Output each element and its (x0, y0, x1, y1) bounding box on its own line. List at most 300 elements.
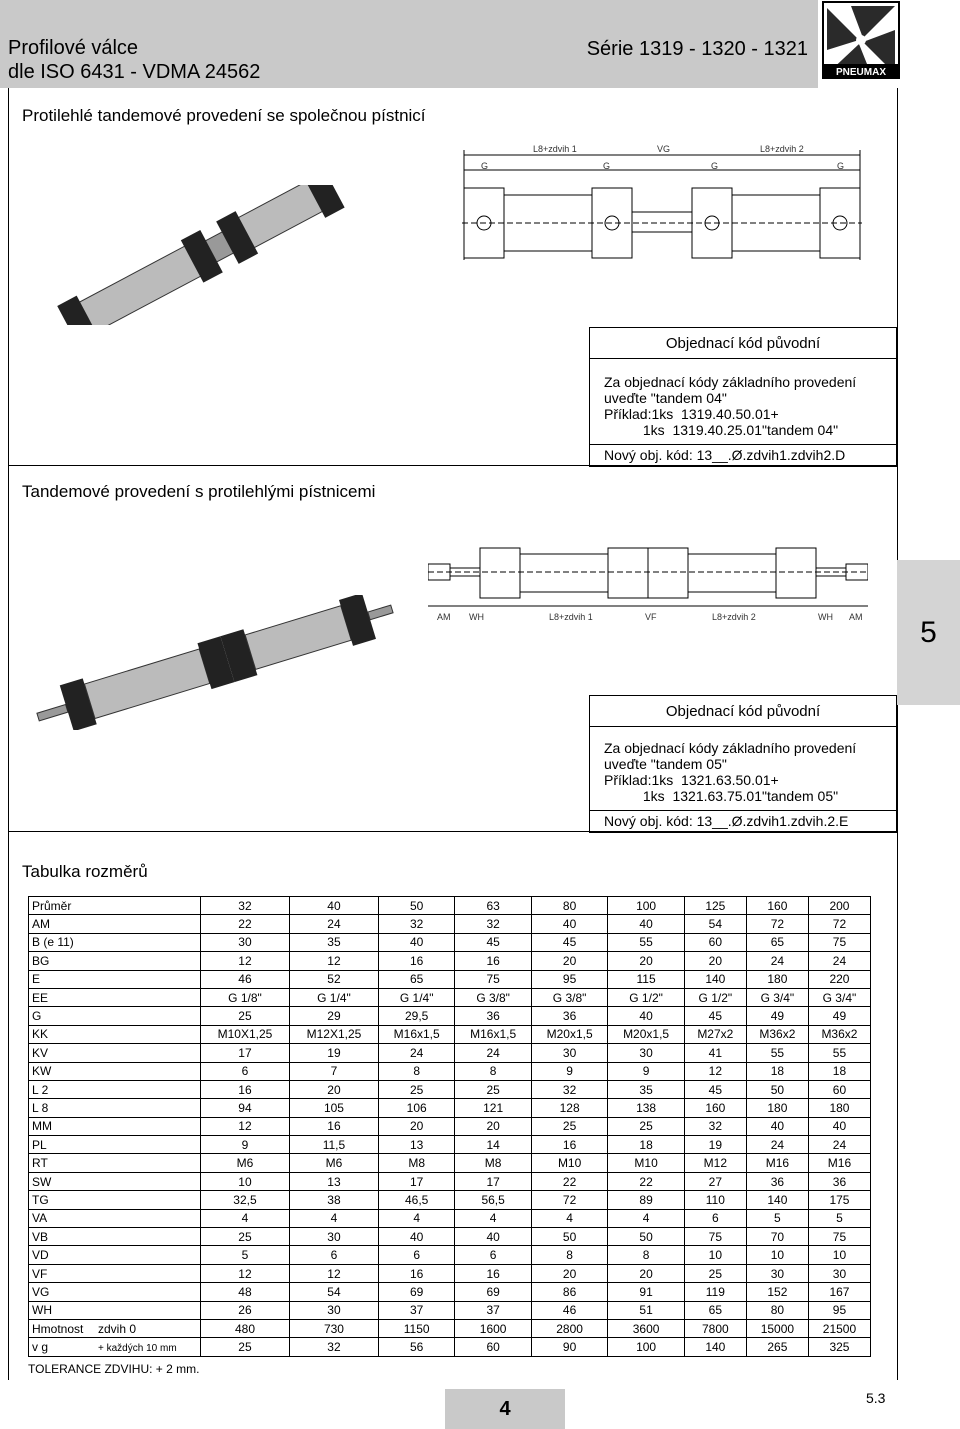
table-cell: 32 (455, 915, 531, 933)
table-cell: 125 (684, 897, 746, 915)
table-cell: G 1/8" (201, 988, 290, 1006)
table-cell: M16 (808, 1154, 870, 1172)
table-cell: 5 (201, 1246, 290, 1264)
tandem04-drawing (462, 150, 862, 265)
table-cell: 86 (531, 1283, 607, 1301)
table-cell: 16 (531, 1136, 607, 1154)
table-cell: 52 (289, 970, 378, 988)
table-row (29, 1246, 871, 1264)
table-row (29, 1007, 871, 1025)
table-cell: 30 (531, 1044, 607, 1062)
row-label: EE (29, 988, 201, 1006)
dim-l8-stroke2: L8+zdvih 2 (712, 612, 756, 622)
row-label: PL (29, 1136, 201, 1154)
table-row (29, 1044, 871, 1062)
table-cell: 49 (746, 1007, 808, 1025)
table-cell: M12 (684, 1154, 746, 1172)
table-cell: 167 (808, 1283, 870, 1301)
section1-title: Protilehlé tandemové provedení se společnou pístnicí (22, 106, 426, 125)
table-cell: 8 (608, 1246, 684, 1264)
new-order-code: Nový obj. kód: 13__.Ø.zdvih1.zdvih2.D (590, 444, 896, 463)
table-cell: 40 (808, 1117, 870, 1135)
order-line: 1ks 1319.40.25.01"tandem 04" (604, 422, 839, 438)
table-row (29, 970, 871, 988)
table-cell: 13 (378, 1136, 454, 1154)
table-cell: 24 (289, 915, 378, 933)
table-cell: 20 (378, 1117, 454, 1135)
table-cell: 37 (378, 1301, 454, 1319)
order-line: Příklad:1ks 1321.63.50.01+ (604, 772, 779, 788)
table-cell: 75 (808, 933, 870, 951)
tandem05-drawing (428, 540, 868, 615)
table-cell: G 3/8" (531, 988, 607, 1006)
table-cell: G 3/8" (455, 988, 531, 1006)
table-cell: 60 (684, 933, 746, 951)
table-cell: 12 (201, 1264, 290, 1282)
row-label: VA (29, 1209, 201, 1227)
order-line: Za objednací kódy základního provedení (604, 740, 857, 756)
table-cell: 24 (746, 1136, 808, 1154)
series-label: Série 1319 - 1320 - 1321 (586, 38, 808, 60)
table-row (29, 1228, 871, 1246)
row-label: VF (29, 1264, 201, 1282)
table-cell: M8 (455, 1154, 531, 1172)
table-cell: 45 (455, 933, 531, 951)
table-cell: 24 (378, 1044, 454, 1062)
table-cell: 25 (608, 1117, 684, 1135)
table-cell: G 1/4" (378, 988, 454, 1006)
table-cell: M10X1,25 (201, 1025, 290, 1043)
table-cell: 10 (808, 1246, 870, 1264)
table-cell: 30 (608, 1044, 684, 1062)
table-cell: 35 (608, 1080, 684, 1098)
table-cell: 25 (201, 1228, 290, 1246)
table-cell: G 1/4" (289, 988, 378, 1006)
table-cell: 40 (531, 915, 607, 933)
table-cell: 20 (684, 952, 746, 970)
order-heading: Objednací kód původní (590, 328, 896, 359)
table-cell: 51 (608, 1301, 684, 1319)
table-cell: 40 (289, 897, 378, 915)
table-cell: 32 (684, 1117, 746, 1135)
table-cell: 75 (684, 1228, 746, 1246)
table-cell: M16x1,5 (378, 1025, 454, 1043)
row-label: BG (29, 952, 201, 970)
table-row (29, 1025, 871, 1043)
table-title: Tabulka rozměrů (22, 862, 148, 881)
dim-wh: WH (469, 612, 484, 622)
table-cell: M16 (746, 1154, 808, 1172)
table-cell: 24 (455, 1044, 531, 1062)
table-cell: G 3/4" (746, 988, 808, 1006)
table-cell: 55 (608, 933, 684, 951)
table-cell: 15000 (746, 1319, 808, 1337)
table-cell: 4 (201, 1209, 290, 1227)
table-cell: M6 (289, 1154, 378, 1172)
table-cell: 50 (608, 1228, 684, 1246)
row-label: B (e 11) (29, 933, 201, 951)
table-cell: 72 (531, 1191, 607, 1209)
table-cell: 20 (455, 1117, 531, 1135)
table-row (29, 915, 871, 933)
table-cell: 6 (455, 1246, 531, 1264)
table-cell: 14 (455, 1136, 531, 1154)
table-cell: G 3/4" (808, 988, 870, 1006)
table-cell: 55 (808, 1044, 870, 1062)
row-label: KW (29, 1062, 201, 1080)
table-cell: 17 (201, 1044, 290, 1062)
weight-sublabel: zdvih 0 (98, 1321, 137, 1336)
table-cell: M20x1,5 (608, 1025, 684, 1043)
dim-l8-stroke2: L8+zdvih 2 (760, 144, 804, 154)
dim-am: AM (437, 612, 451, 622)
table-cell: 138 (608, 1099, 684, 1117)
table-cell: 25 (378, 1080, 454, 1098)
table-cell: G 1/2" (608, 988, 684, 1006)
table-cell: 16 (289, 1117, 378, 1135)
tandem04-photo (50, 185, 350, 325)
weight-label: v g (32, 1340, 49, 1355)
table-cell: 40 (455, 1228, 531, 1246)
table-cell: 54 (289, 1283, 378, 1301)
table-cell: 4 (531, 1209, 607, 1227)
table-cell: 91 (608, 1283, 684, 1301)
dim-vf: VF (645, 612, 657, 622)
title-line-2: dle ISO 6431 - VDMA 24562 (8, 61, 261, 83)
table-cell: 325 (808, 1338, 870, 1356)
table-cell: 140 (684, 970, 746, 988)
table-cell: 50 (746, 1080, 808, 1098)
table-cell: G 1/2" (684, 988, 746, 1006)
table-cell: 7800 (684, 1319, 746, 1337)
table-row (29, 1117, 871, 1135)
table-cell: 5 (808, 1209, 870, 1227)
table-cell: 30 (746, 1264, 808, 1282)
table-cell: M6 (201, 1154, 290, 1172)
logo-text: PNEUMAX (835, 67, 887, 78)
table-cell: 65 (378, 970, 454, 988)
table-cell: 32 (531, 1080, 607, 1098)
section2-title: Tandemové provedení s protilehlými pístnicemi (22, 482, 376, 501)
table-cell: 9 (608, 1062, 684, 1080)
table-row (29, 1191, 871, 1209)
table-cell: 3600 (608, 1319, 684, 1337)
table-cell: M27x2 (684, 1025, 746, 1043)
table-cell: 75 (808, 1228, 870, 1246)
table-cell: 72 (808, 915, 870, 933)
table-cell: 20 (289, 1080, 378, 1098)
table-cell: 24 (746, 952, 808, 970)
table-cell: 38 (289, 1191, 378, 1209)
table-cell: 17 (378, 1172, 454, 1190)
table-cell: 60 (455, 1338, 531, 1356)
table-cell: 18 (608, 1136, 684, 1154)
row-label: WH (29, 1301, 201, 1319)
page-number: 4 (445, 1389, 565, 1429)
row-label: L 2 (29, 1080, 201, 1098)
row-label: L 8 (29, 1099, 201, 1117)
table-row (29, 1338, 871, 1356)
table-cell: 17 (455, 1172, 531, 1190)
table-cell: 40 (746, 1117, 808, 1135)
table-cell: 32,5 (201, 1191, 290, 1209)
dimensions-table (28, 896, 871, 1357)
table-cell: 106 (378, 1099, 454, 1117)
table-cell: 80 (531, 897, 607, 915)
table-cell: 55 (746, 1044, 808, 1062)
table-cell: 25 (684, 1264, 746, 1282)
table-cell: 20 (608, 952, 684, 970)
row-label: E (29, 970, 201, 988)
dim-g: G (837, 161, 845, 171)
table-cell: 12 (684, 1062, 746, 1080)
table-cell: 1150 (378, 1319, 454, 1337)
table-cell: 20 (531, 952, 607, 970)
dim-g: G (603, 161, 611, 171)
table-cell: 5 (746, 1209, 808, 1227)
table-cell: 6 (378, 1246, 454, 1264)
table-cell: 30 (808, 1264, 870, 1282)
weight-sublabel: + každých 10 mm (98, 1343, 177, 1355)
table-cell: 110 (684, 1191, 746, 1209)
table-row (29, 988, 871, 1006)
table-cell: 12 (289, 1264, 378, 1282)
table-cell: 69 (455, 1283, 531, 1301)
table-cell: 56 (378, 1338, 454, 1356)
table-cell: 19 (289, 1044, 378, 1062)
divider (8, 465, 896, 466)
table-cell: 25 (201, 1007, 290, 1025)
table-cell: 12 (201, 1117, 290, 1135)
row-label: VD (29, 1246, 201, 1264)
table-row (29, 1136, 871, 1154)
table-cell: 22 (531, 1172, 607, 1190)
dim-am: AM (849, 612, 863, 622)
table-cell: 25 (201, 1338, 290, 1356)
table-cell: 4 (608, 1209, 684, 1227)
table-cell: 36 (455, 1007, 531, 1025)
order-heading: Objednací kód původní (590, 696, 896, 727)
table-cell: 10 (746, 1246, 808, 1264)
table-cell: 16 (455, 1264, 531, 1282)
table-cell: 2800 (531, 1319, 607, 1337)
page-reference: 5.3 (866, 1390, 886, 1406)
table-cell: 24 (808, 1136, 870, 1154)
table-cell: 7 (289, 1062, 378, 1080)
table-row (29, 1080, 871, 1098)
table-cell: 265 (746, 1338, 808, 1356)
table-cell: 12 (201, 952, 290, 970)
table-cell: 119 (684, 1283, 746, 1301)
order-line: uveďte "tandem 04" (604, 390, 727, 406)
table-cell: 45 (684, 1080, 746, 1098)
table-cell: 94 (201, 1099, 290, 1117)
table-row (29, 1099, 871, 1117)
row-label: G (29, 1007, 201, 1025)
table-cell: 54 (684, 915, 746, 933)
title-line-1: Profilové válce (8, 37, 139, 59)
table-cell: 18 (746, 1062, 808, 1080)
table-cell: 100 (608, 897, 684, 915)
table-row (29, 897, 871, 915)
table-cell: 27 (684, 1172, 746, 1190)
row-label: AM (29, 915, 201, 933)
table-cell: 10 (684, 1246, 746, 1264)
table-cell: 160 (684, 1099, 746, 1117)
table-cell: M8 (378, 1154, 454, 1172)
order-line: Příklad:1ks 1319.40.50.01+ (604, 406, 779, 422)
dim-g: G (711, 161, 719, 171)
order-code-box-05 (589, 695, 897, 833)
table-cell: 40 (378, 933, 454, 951)
table-cell: 180 (808, 1099, 870, 1117)
table-cell: 6 (201, 1062, 290, 1080)
table-cell: 140 (746, 1191, 808, 1209)
table-cell: 36 (746, 1172, 808, 1190)
table-cell: 12 (289, 952, 378, 970)
table-cell: 60 (808, 1080, 870, 1098)
table-cell: 480 (201, 1319, 290, 1337)
table-cell: 8 (378, 1062, 454, 1080)
table-cell: 36 (531, 1007, 607, 1025)
table-row (29, 933, 871, 951)
table-cell: 4 (455, 1209, 531, 1227)
table-cell: 1600 (455, 1319, 531, 1337)
table-cell: 730 (289, 1319, 378, 1337)
table-cell: 152 (746, 1283, 808, 1301)
row-label: MM (29, 1117, 201, 1135)
table-cell: 160 (746, 897, 808, 915)
row-label: KV (29, 1044, 201, 1062)
table-cell: 9 (531, 1062, 607, 1080)
dim-wh: WH (818, 612, 833, 622)
table-cell: 200 (808, 897, 870, 915)
order-code-box-04 (589, 327, 897, 467)
table-cell: 40 (608, 915, 684, 933)
table-cell: 175 (808, 1191, 870, 1209)
table-cell: 22 (201, 915, 290, 933)
table-cell: 29,5 (378, 1007, 454, 1025)
table-cell: 69 (378, 1283, 454, 1301)
table-cell: 46 (531, 1301, 607, 1319)
table-cell: 50 (531, 1228, 607, 1246)
dim-vg: VG (657, 144, 671, 154)
table-cell: 16 (378, 1264, 454, 1282)
table-row (29, 1172, 871, 1190)
table-cell: 70 (746, 1228, 808, 1246)
dim-l8-stroke1: L8+zdvih 1 (533, 144, 577, 154)
table-cell: 46,5 (378, 1191, 454, 1209)
chapter-tab: 5 (897, 560, 960, 705)
dim-l8-stroke1: L8+zdvih 1 (549, 612, 593, 622)
table-row (29, 1319, 871, 1337)
table-cell: 45 (684, 1007, 746, 1025)
table-cell: 21500 (808, 1319, 870, 1337)
table-cell: 4 (289, 1209, 378, 1227)
table-cell: 75 (455, 970, 531, 988)
table-cell: 40 (608, 1007, 684, 1025)
table-cell: 24 (808, 952, 870, 970)
table-cell: 8 (455, 1062, 531, 1080)
dim-g: G (481, 161, 489, 171)
table-cell: 95 (808, 1301, 870, 1319)
order-line: Za objednací kódy základního provedení (604, 374, 857, 390)
table-cell: 46 (201, 970, 290, 988)
table-cell: 48 (201, 1283, 290, 1301)
order-line: uveďte "tandem 05" (604, 756, 727, 772)
table-cell: M36x2 (808, 1025, 870, 1043)
table-cell: 37 (455, 1301, 531, 1319)
table-cell: 22 (608, 1172, 684, 1190)
table-cell: 220 (808, 970, 870, 988)
row-label: VB (29, 1228, 201, 1246)
table-cell: 72 (746, 915, 808, 933)
table-row (29, 1264, 871, 1282)
table-cell: 105 (289, 1099, 378, 1117)
table-cell: M20x1,5 (531, 1025, 607, 1043)
table-cell: 11,5 (289, 1136, 378, 1154)
table-cell: 20 (608, 1264, 684, 1282)
table-cell: 8 (531, 1246, 607, 1264)
table-cell: 9 (201, 1136, 290, 1154)
table-cell: 16 (455, 952, 531, 970)
table-row (29, 1154, 871, 1172)
table-cell: 65 (746, 933, 808, 951)
table-cell: 25 (455, 1080, 531, 1098)
table-row (29, 1283, 871, 1301)
table-cell: 16 (378, 952, 454, 970)
table-row (29, 1062, 871, 1080)
table-cell: 35 (289, 933, 378, 951)
table-cell: 65 (684, 1301, 746, 1319)
row-label: KK (29, 1025, 201, 1043)
table-cell: 30 (289, 1301, 378, 1319)
table-cell: M10 (608, 1154, 684, 1172)
table-row (29, 952, 871, 970)
table-cell: 121 (455, 1099, 531, 1117)
table-cell: 32 (289, 1338, 378, 1356)
table-cell: 56,5 (455, 1191, 531, 1209)
table-cell: 18 (808, 1062, 870, 1080)
table-cell: 10 (201, 1172, 290, 1190)
table-cell: M10 (531, 1154, 607, 1172)
table-cell: 25 (531, 1117, 607, 1135)
table-cell: 63 (455, 897, 531, 915)
table-cell: 13 (289, 1172, 378, 1190)
table-cell: M16x1,5 (455, 1025, 531, 1043)
table-cell: 19 (684, 1136, 746, 1154)
table-cell: 89 (608, 1191, 684, 1209)
row-label: SW (29, 1172, 201, 1190)
table-cell: 80 (746, 1301, 808, 1319)
table-cell: 32 (201, 897, 290, 915)
table-cell: 32 (378, 915, 454, 933)
table-cell: 180 (746, 970, 808, 988)
table-cell: 6 (684, 1209, 746, 1227)
row-label: Průměr (29, 897, 201, 915)
row-label: TG (29, 1191, 201, 1209)
tolerance-note: TOLERANCE ZDVIHU: + 2 mm. (28, 1362, 200, 1376)
weight-label: Hmotnost (32, 1321, 84, 1336)
pneumax-logo (821, 0, 960, 88)
table-cell: 4 (378, 1209, 454, 1227)
table-cell: 95 (531, 970, 607, 988)
table-cell: 30 (201, 933, 290, 951)
row-label (29, 1338, 201, 1356)
table-cell: 20 (531, 1264, 607, 1282)
divider (8, 831, 896, 832)
table-cell: 36 (808, 1172, 870, 1190)
